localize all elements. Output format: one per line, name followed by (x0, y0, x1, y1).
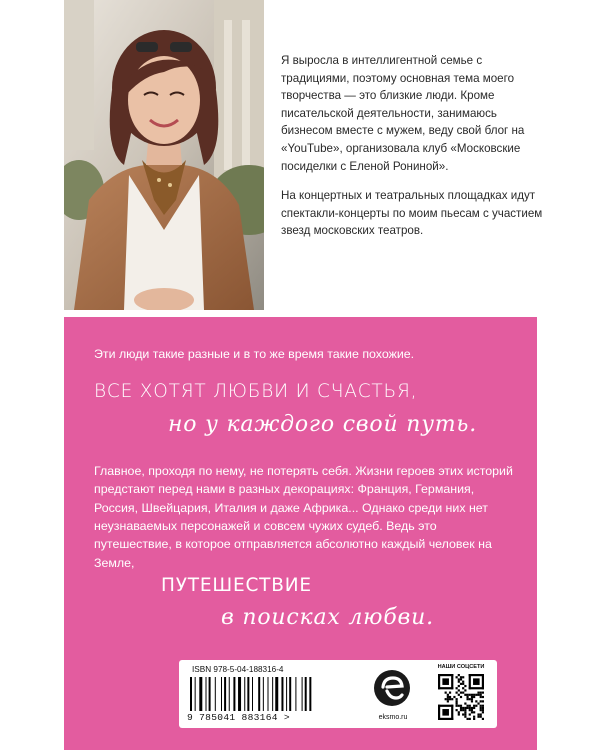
qr-cell (438, 674, 453, 676)
qr-cell (480, 713, 482, 715)
barcode-digits: 9 785041 883164 > (187, 712, 290, 723)
qr-cell (464, 707, 466, 709)
qr-cell (464, 702, 466, 704)
qr-cell (482, 692, 484, 694)
qr-cell (480, 705, 482, 707)
qr-cell (449, 692, 451, 694)
barcode-bar (295, 677, 296, 711)
qr-cell (451, 705, 453, 720)
qr-cell (442, 709, 449, 716)
qr-cell (445, 698, 447, 700)
qr-cell (466, 705, 468, 707)
qr-cell (477, 716, 479, 718)
annotation-block (64, 317, 537, 750)
qr-cell (462, 692, 464, 694)
qr-cell (458, 685, 460, 687)
qr-cell (453, 696, 455, 698)
qr-cell (482, 718, 484, 720)
qr-cell (466, 718, 468, 720)
qr-cell (462, 683, 464, 685)
qr-cell (462, 709, 464, 711)
qr-cell (462, 713, 464, 715)
barcode-bar (281, 677, 283, 711)
qr-cell (471, 700, 473, 702)
qr-cell (456, 698, 458, 700)
qr-cell (469, 674, 471, 689)
qr-cell (482, 705, 484, 707)
closing-script: в поисках любви. (221, 605, 434, 630)
qr-cell (447, 696, 449, 698)
qr-cell (458, 681, 460, 683)
qr-cell (460, 696, 462, 698)
qr-cell (456, 676, 458, 678)
qr-cell (469, 674, 484, 676)
barcode-bar (305, 677, 307, 711)
qr-cell (464, 709, 466, 711)
barcode-bar (224, 677, 226, 711)
qr-cell (460, 709, 462, 711)
qr-cell (464, 711, 466, 713)
annotation-text: Главное, проходя по нему, не потерять себя. Жизни героев этих историй предстают перед нами в разных декорациях: Франция, Германия, Россия, Швейцария, Италия и даже Африка... Однако среди них нет неузнаваемых персонажей и совсем чужих судеб. Ведь это путешествие, в которое отправляется абсолютно каждый человек на Земле, (94, 464, 513, 570)
qr-cell (475, 694, 477, 696)
barcode-bar (275, 677, 278, 711)
qr-cell (458, 713, 460, 715)
qr-cell (482, 674, 484, 689)
qr-cell (462, 707, 464, 709)
qr-cell (447, 698, 449, 700)
qr-cell (460, 678, 462, 680)
qr-cell (438, 718, 453, 720)
qr-cell (464, 716, 466, 718)
qr-cell (442, 678, 449, 685)
qr-cell (480, 716, 482, 718)
qr-cell (469, 694, 471, 696)
qr-cell (475, 705, 477, 707)
qr-cell (458, 689, 460, 691)
barcode-bar (229, 677, 230, 711)
qr-cell (473, 718, 475, 720)
qr-cell (445, 692, 447, 694)
qr-cell (447, 694, 449, 696)
qr-cell (456, 705, 458, 707)
qr-cell (482, 696, 484, 698)
barcode-bar (215, 677, 216, 711)
barcode-bar (263, 677, 264, 711)
qr-cell (482, 700, 484, 702)
qr-cell (460, 707, 462, 709)
barcode-bar (302, 677, 303, 711)
barcode-bar (289, 677, 291, 711)
barcode-bar (221, 677, 222, 711)
qr-cell (473, 678, 480, 685)
qr-cell (480, 694, 482, 696)
barcode-bar (268, 677, 269, 711)
barcode-bar (247, 677, 249, 711)
qr-cell (471, 709, 473, 711)
qr-cell (460, 676, 462, 678)
barcode-bar (238, 677, 241, 711)
qr-cell (480, 700, 482, 702)
qr-cell (480, 692, 482, 694)
barcode-bar (309, 677, 311, 711)
barcode-bar (206, 677, 207, 711)
qr-cell (447, 700, 449, 702)
barcode (190, 677, 350, 713)
qr-cell (482, 707, 484, 709)
qr-cell (460, 683, 462, 685)
qr-cell (458, 678, 460, 680)
qr-cell (471, 694, 473, 696)
qr-cell (438, 705, 453, 707)
qr-cell (460, 692, 462, 694)
qr-cell (471, 698, 473, 700)
qr-cell (464, 713, 466, 715)
qr-cell (460, 705, 462, 707)
author-bio (281, 52, 546, 252)
qr-cell (473, 707, 475, 709)
qr-cell (473, 694, 475, 696)
qr-cell (458, 674, 460, 676)
qr-cell (471, 707, 473, 709)
barcode-bar (233, 677, 235, 711)
qr-cell (458, 711, 460, 713)
barcode-panel (179, 660, 497, 728)
isbn-label: ISBN 978-5-04-188316-4 (192, 665, 284, 674)
qr-code (438, 674, 484, 720)
social-label: НАШИ СОЦСЕТИ (437, 664, 485, 670)
qr-cell (469, 687, 484, 689)
qr-cell (456, 692, 458, 694)
publisher-site: eksmo.ru (378, 714, 408, 721)
barcode-bar (199, 677, 202, 711)
qr-cell (438, 687, 453, 689)
qr-cell (466, 707, 468, 709)
qr-cell (471, 696, 473, 698)
qr-cell (475, 700, 477, 702)
qr-cell (469, 707, 471, 709)
qr-cell (473, 696, 475, 698)
qr-cell (462, 681, 464, 683)
qr-cell (477, 713, 479, 715)
bio-paragraph: На концертных и театральных площадках идут спектакли-концерты по моим пьесам с участием звезд московских театров. (281, 189, 543, 238)
qr-cell (482, 709, 484, 711)
qr-cell (458, 705, 460, 707)
eksmo-logo-icon (372, 668, 412, 708)
qr-cell (438, 674, 440, 689)
qr-cell (466, 696, 468, 698)
qr-cell (469, 698, 471, 700)
qr-cell (456, 702, 458, 704)
qr-cell (464, 689, 466, 691)
qr-cell (438, 705, 440, 720)
qr-cell (471, 711, 473, 713)
qr-cell (469, 713, 471, 715)
qr-cell (456, 709, 458, 711)
qr-cell (477, 692, 479, 694)
barcode-bar (258, 677, 260, 711)
tagline-caps: ВСЕ ХОТЯТ ЛЮБВИ И СЧАСТЬЯ, (94, 381, 418, 402)
qr-cell (462, 676, 464, 678)
qr-cell (477, 702, 479, 704)
qr-cell (473, 716, 475, 718)
bio-paragraph: Я выросла в интеллигентной семье с традициями, поэтому основная тема моего творчества — это близкие люди. Кроме писательской деятельности, занимаюсь бизнесом вместе с мужем, веду свой блог на «YouTube», организовала клуб «Московские посиделки с Еленой Рониной». (281, 54, 525, 173)
qr-cell (469, 718, 471, 720)
qr-cell (473, 711, 475, 713)
qr-cell (449, 698, 451, 700)
intro-text: Эти люди такие разные и в то же время такие похожие. (94, 347, 415, 361)
qr-cell (473, 705, 475, 707)
qr-cell (480, 696, 482, 698)
tagline-script: но у каждого свой путь. (168, 412, 477, 437)
author-photo (64, 0, 264, 310)
qr-cell (451, 674, 453, 689)
qr-cell (466, 694, 468, 696)
qr-cell (458, 694, 460, 696)
qr-cell (477, 694, 479, 696)
barcode-bar (190, 677, 192, 711)
qr-cell (462, 687, 464, 689)
qr-cell (480, 709, 482, 711)
qr-cell (456, 687, 458, 689)
qr-cell (480, 707, 482, 709)
qr-cell (449, 696, 451, 698)
qr-cell (482, 711, 484, 713)
qr-cell (469, 709, 471, 711)
qr-cell (469, 705, 471, 707)
barcode-bar (195, 677, 196, 711)
qr-cell (451, 698, 453, 700)
barcode-bar (252, 677, 253, 711)
qr-cell (464, 694, 466, 696)
qr-cell (456, 700, 458, 702)
barcode-bar (244, 677, 245, 711)
barcode-bar (286, 677, 287, 711)
barcode-bar (209, 677, 211, 711)
qr-cell (466, 698, 468, 700)
qr-cell (464, 685, 466, 687)
barcode-bar (272, 677, 273, 711)
closing-caps: ПУТЕШЕСТВИЕ (161, 575, 312, 596)
